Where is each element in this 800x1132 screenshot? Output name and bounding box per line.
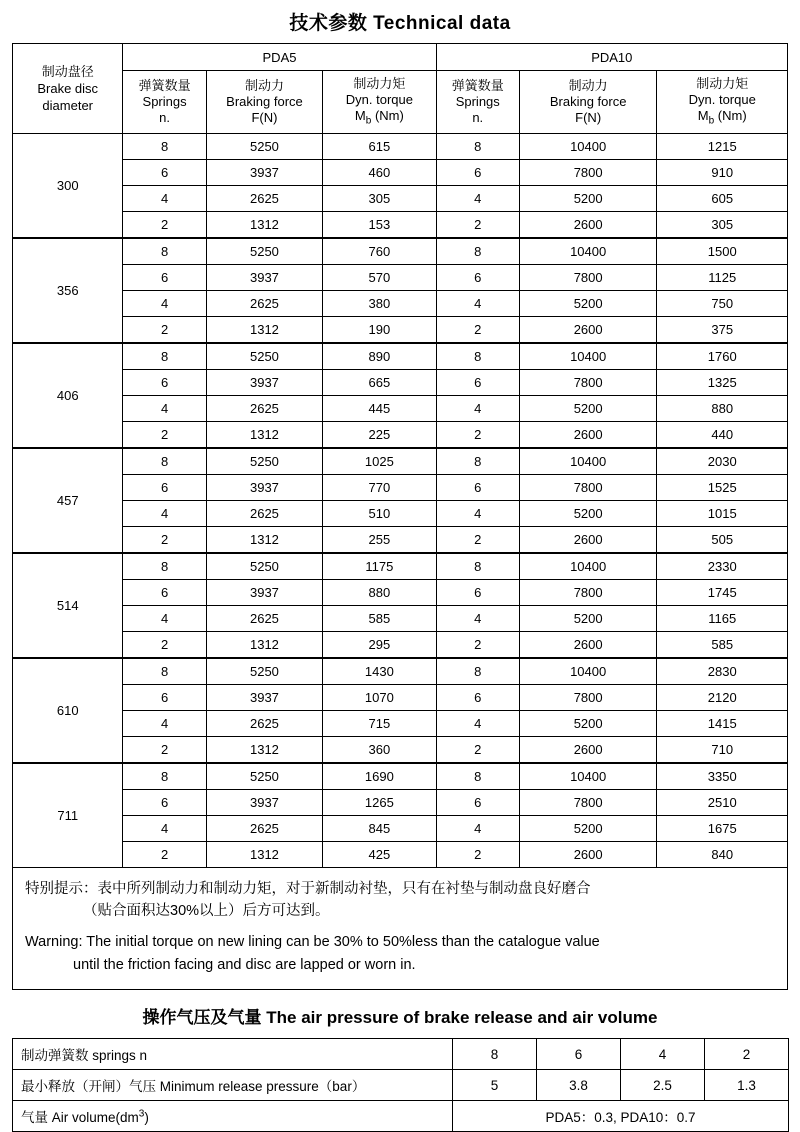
table-row [13, 711, 788, 737]
table-row [13, 317, 788, 344]
header-force-en-2: Braking force [549, 94, 627, 110]
cell-force-pda5: 5250 [206, 343, 322, 370]
cell-torque-pda5: 715 [323, 711, 436, 737]
warning-notes [12, 868, 788, 990]
cell-springs-pda10: 6 [436, 160, 519, 186]
cell-force-pda10: 7800 [519, 580, 657, 606]
header-force-pda10 [519, 71, 657, 134]
header-springs-cn-1: 弹簧数量 [138, 78, 191, 94]
table-row [13, 632, 788, 659]
cell-force-pda10: 7800 [519, 685, 657, 711]
header-springs-pda10 [436, 71, 519, 134]
cell-springs-pda10: 6 [436, 265, 519, 291]
cell-springs-pda5: 6 [123, 790, 206, 816]
cell-force-pda10: 2600 [519, 842, 657, 868]
cell-force-pda5: 3937 [206, 370, 322, 396]
table-row [13, 763, 788, 790]
table-row [13, 396, 788, 422]
cell-springs-pda10: 2 [436, 317, 519, 344]
cell-torque-pda10: 1745 [657, 580, 788, 606]
cell-force-pda10: 10400 [519, 763, 657, 790]
header-force-en-1: Braking force [226, 94, 303, 110]
cell-force-pda10: 2600 [519, 527, 657, 554]
cell-springs-pda10: 2 [436, 842, 519, 868]
air-row-springs [13, 1039, 789, 1070]
cell-torque-pda5: 1175 [323, 553, 436, 580]
cell-torque-pda5: 890 [323, 343, 436, 370]
air-pressure-value-1: 5 [453, 1070, 537, 1101]
cell-force-pda5: 1312 [206, 632, 322, 659]
table-row [13, 160, 788, 186]
cell-torque-pda5: 1265 [323, 790, 436, 816]
diameter-cell: 610 [13, 658, 123, 763]
air-volume-label-post: ) [144, 1110, 149, 1126]
cell-torque-pda5: 305 [323, 186, 436, 212]
cell-springs-pda5: 8 [123, 553, 206, 580]
cell-springs-pda10: 8 [436, 448, 519, 475]
cell-springs-pda5: 4 [123, 291, 206, 317]
header-diameter-line3: diameter [42, 98, 93, 114]
cell-torque-pda10: 910 [657, 160, 788, 186]
air-springs-value-1: 8 [453, 1039, 537, 1070]
cell-springs-pda10: 8 [436, 553, 519, 580]
cell-torque-pda10: 1215 [657, 134, 788, 160]
table-row [13, 527, 788, 554]
table-row [13, 842, 788, 868]
cell-force-pda5: 1312 [206, 422, 322, 449]
cell-torque-pda10: 440 [657, 422, 788, 449]
air-label-springs: 制动弹簧数 springs n [13, 1039, 453, 1070]
cell-torque-pda10: 375 [657, 317, 788, 344]
cell-force-pda10: 10400 [519, 134, 657, 160]
diameter-cell: 457 [13, 448, 123, 553]
table-row [13, 238, 788, 265]
table-row [13, 448, 788, 475]
header-springs-unit-1: n. [159, 109, 170, 125]
header-torque-en-1: Dyn. torque [345, 92, 413, 108]
cell-torque-pda10: 880 [657, 396, 788, 422]
diameter-cell: 711 [13, 763, 123, 868]
table-row [13, 291, 788, 317]
cell-springs-pda5: 8 [123, 448, 206, 475]
header-group-pda10: PDA10 [436, 44, 787, 71]
cell-force-pda5: 5250 [206, 238, 322, 265]
table-header-column-row [13, 71, 788, 134]
cell-torque-pda5: 445 [323, 396, 436, 422]
cell-torque-pda10: 585 [657, 632, 788, 659]
cell-torque-pda5: 880 [323, 580, 436, 606]
table-row [13, 737, 788, 764]
cell-springs-pda5: 4 [123, 396, 206, 422]
cell-force-pda5: 3937 [206, 580, 322, 606]
cell-springs-pda5: 6 [123, 160, 206, 186]
cell-springs-pda5: 6 [123, 370, 206, 396]
table-row [13, 186, 788, 212]
cell-torque-pda5: 1690 [323, 763, 436, 790]
table-row [13, 265, 788, 291]
cell-force-pda10: 2600 [519, 317, 657, 344]
cell-torque-pda10: 1015 [657, 501, 788, 527]
cell-force-pda10: 5200 [519, 816, 657, 842]
header-diameter-line1: 制动盘径 [41, 63, 94, 79]
table-header-group-row [13, 44, 788, 71]
cell-springs-pda10: 8 [436, 238, 519, 265]
cell-torque-pda5: 615 [323, 134, 436, 160]
air-row-pressure [13, 1070, 789, 1101]
cell-force-pda5: 5250 [206, 658, 322, 685]
cell-force-pda10: 7800 [519, 160, 657, 186]
cell-torque-pda10: 750 [657, 291, 788, 317]
cell-springs-pda10: 4 [436, 501, 519, 527]
air-volume-value: PDA5：0.3, PDA10：0.7 [453, 1101, 789, 1132]
cell-springs-pda5: 4 [123, 501, 206, 527]
cell-springs-pda5: 2 [123, 632, 206, 659]
note-cn-line2: （贴合面积达30%以上）后方可达到。 [83, 903, 330, 920]
table-row [13, 212, 788, 239]
cell-torque-pda5: 1070 [323, 685, 436, 711]
air-springs-value-4: 2 [705, 1039, 789, 1070]
cell-torque-pda5: 380 [323, 291, 436, 317]
cell-force-pda5: 1312 [206, 527, 322, 554]
cell-torque-pda5: 1430 [323, 658, 436, 685]
header-force-cn-1: 制动力 [244, 78, 284, 94]
air-pressure-value-3: 2.5 [621, 1070, 705, 1101]
cell-force-pda5: 3937 [206, 265, 322, 291]
header-force-unit-1: F(N) [251, 109, 278, 125]
cell-force-pda10: 5200 [519, 186, 657, 212]
cell-springs-pda5: 8 [123, 343, 206, 370]
header-torque-en-2: Dyn. torque [688, 92, 756, 108]
cell-torque-pda10: 2830 [657, 658, 788, 685]
cell-springs-pda5: 8 [123, 134, 206, 160]
cell-torque-pda10: 1500 [657, 238, 788, 265]
cell-torque-pda10: 1760 [657, 343, 788, 370]
cell-torque-pda10: 1325 [657, 370, 788, 396]
cell-torque-pda10: 3350 [657, 763, 788, 790]
cell-torque-pda5: 760 [323, 238, 436, 265]
cell-torque-pda5: 255 [323, 527, 436, 554]
table-row [13, 343, 788, 370]
cell-springs-pda5: 2 [123, 842, 206, 868]
cell-springs-pda5: 2 [123, 212, 206, 239]
air-pressure-value-2: 3.8 [537, 1070, 621, 1101]
header-diameter [13, 44, 123, 134]
cell-force-pda5: 2625 [206, 711, 322, 737]
cell-springs-pda10: 8 [436, 134, 519, 160]
cell-springs-pda10: 6 [436, 580, 519, 606]
table-row [13, 134, 788, 160]
page-title: 技术参数 Technical data [289, 13, 511, 34]
cell-torque-pda10: 1525 [657, 475, 788, 501]
header-torque-unit-2: $M_b$ (Nm) [697, 107, 747, 127]
header-diameter-line2: Brake disc [37, 80, 99, 96]
cell-force-pda5: 2625 [206, 186, 322, 212]
note-en-line1: Warning: The initial torque on new lining can be 30% to 50%less than the catalogue value [25, 933, 600, 950]
cell-torque-pda10: 605 [657, 186, 788, 212]
cell-springs-pda10: 8 [436, 763, 519, 790]
cell-springs-pda10: 2 [436, 422, 519, 449]
header-force-cn-2: 制动力 [568, 78, 608, 94]
air-label-pressure: 最小释放（开闸）气压 Minimum release pressure（bar） [13, 1070, 453, 1101]
header-torque-pda10 [657, 71, 788, 134]
diameter-cell: 514 [13, 553, 123, 658]
cell-force-pda5: 2625 [206, 291, 322, 317]
cell-torque-pda10: 505 [657, 527, 788, 554]
cell-torque-pda5: 360 [323, 737, 436, 764]
cell-force-pda5: 5250 [206, 763, 322, 790]
cell-torque-pda10: 1125 [657, 265, 788, 291]
air-volume-label-sup: 3 [138, 1108, 145, 1120]
cell-torque-pda5: 295 [323, 632, 436, 659]
cell-springs-pda5: 6 [123, 475, 206, 501]
cell-force-pda5: 3937 [206, 790, 322, 816]
cell-force-pda10: 7800 [519, 790, 657, 816]
cell-force-pda10: 10400 [519, 448, 657, 475]
cell-force-pda5: 3937 [206, 685, 322, 711]
header-torque-cn-1: 制动力矩 [353, 76, 406, 92]
cell-springs-pda10: 8 [436, 343, 519, 370]
cell-force-pda10: 10400 [519, 238, 657, 265]
cell-force-pda10: 5200 [519, 291, 657, 317]
cell-springs-pda10: 4 [436, 711, 519, 737]
header-springs-en-2: Springs [455, 94, 500, 110]
table-row [13, 606, 788, 632]
cell-force-pda5: 2625 [206, 396, 322, 422]
cell-torque-pda10: 1415 [657, 711, 788, 737]
table-row [13, 790, 788, 816]
cell-torque-pda5: 510 [323, 501, 436, 527]
cell-torque-pda5: 570 [323, 265, 436, 291]
diameter-cell: 300 [13, 134, 123, 239]
table-row [13, 501, 788, 527]
cell-springs-pda10: 8 [436, 658, 519, 685]
cell-springs-pda5: 8 [123, 238, 206, 265]
cell-torque-pda10: 2330 [657, 553, 788, 580]
cell-force-pda5: 2625 [206, 606, 322, 632]
cell-torque-pda10: 2120 [657, 685, 788, 711]
air-pressure-value-4: 1.3 [705, 1070, 789, 1101]
cell-force-pda10: 10400 [519, 343, 657, 370]
cell-force-pda5: 1312 [206, 317, 322, 344]
air-section-title: 操作气压及气量 The air pressure of brake release and air volume [142, 1008, 658, 1028]
header-torque-pda5 [323, 71, 436, 134]
cell-force-pda10: 2600 [519, 212, 657, 239]
cell-springs-pda5: 4 [123, 606, 206, 632]
cell-springs-pda5: 2 [123, 317, 206, 344]
cell-springs-pda5: 8 [123, 658, 206, 685]
cell-torque-pda5: 153 [323, 212, 436, 239]
cell-force-pda5: 5250 [206, 553, 322, 580]
cell-springs-pda5: 4 [123, 816, 206, 842]
cell-force-pda10: 2600 [519, 422, 657, 449]
cell-torque-pda5: 665 [323, 370, 436, 396]
note-en-line2: until the friction facing and disc are lapped or worn in. [73, 957, 416, 974]
table-row [13, 685, 788, 711]
cell-force-pda10: 5200 [519, 606, 657, 632]
cell-force-pda10: 5200 [519, 501, 657, 527]
cell-torque-pda5: 1025 [323, 448, 436, 475]
cell-springs-pda10: 2 [436, 737, 519, 764]
header-torque-cn-2: 制动力矩 [696, 76, 749, 92]
table-body [13, 134, 788, 868]
cell-force-pda5: 3937 [206, 160, 322, 186]
cell-torque-pda10: 840 [657, 842, 788, 868]
header-springs-cn-2: 弹簧数量 [451, 78, 504, 94]
cell-torque-pda10: 1675 [657, 816, 788, 842]
cell-force-pda10: 5200 [519, 711, 657, 737]
cell-torque-pda5: 425 [323, 842, 436, 868]
air-springs-value-3: 4 [621, 1039, 705, 1070]
header-group-pda5: PDA5 [123, 44, 436, 71]
cell-force-pda5: 1312 [206, 212, 322, 239]
cell-springs-pda10: 4 [436, 606, 519, 632]
cell-torque-pda10: 1165 [657, 606, 788, 632]
air-volume-label-pre: 气量 Air volume(dm [21, 1110, 139, 1126]
diameter-cell: 356 [13, 238, 123, 343]
air-pressure-table [12, 1038, 789, 1132]
header-torque-unit-1: $M_b$ (Nm) [354, 107, 404, 127]
header-springs-pda5 [123, 71, 206, 134]
cell-springs-pda10: 4 [436, 186, 519, 212]
table-row [13, 553, 788, 580]
table-row [13, 475, 788, 501]
cell-force-pda5: 2625 [206, 501, 322, 527]
air-springs-value-2: 6 [537, 1039, 621, 1070]
cell-torque-pda10: 2510 [657, 790, 788, 816]
header-springs-unit-2: n. [472, 109, 484, 125]
cell-springs-pda5: 6 [123, 685, 206, 711]
table-row [13, 816, 788, 842]
table-row [13, 580, 788, 606]
cell-force-pda10: 2600 [519, 632, 657, 659]
table-row [13, 370, 788, 396]
cell-torque-pda5: 845 [323, 816, 436, 842]
header-springs-en-1: Springs [142, 94, 187, 110]
cell-springs-pda10: 6 [436, 475, 519, 501]
cell-torque-pda5: 585 [323, 606, 436, 632]
cell-force-pda5: 3937 [206, 475, 322, 501]
cell-force-pda5: 1312 [206, 737, 322, 764]
cell-torque-pda5: 190 [323, 317, 436, 344]
cell-torque-pda5: 770 [323, 475, 436, 501]
cell-torque-pda10: 305 [657, 212, 788, 239]
table-row [13, 658, 788, 685]
technical-data-table [12, 43, 788, 868]
cell-force-pda10: 7800 [519, 370, 657, 396]
cell-springs-pda10: 2 [436, 632, 519, 659]
air-label-volume [13, 1101, 453, 1132]
cell-force-pda10: 7800 [519, 475, 657, 501]
diameter-cell: 406 [13, 343, 123, 448]
cell-springs-pda5: 8 [123, 763, 206, 790]
cell-force-pda10: 5200 [519, 396, 657, 422]
cell-force-pda5: 1312 [206, 842, 322, 868]
cell-springs-pda10: 4 [436, 291, 519, 317]
cell-force-pda5: 5250 [206, 134, 322, 160]
cell-springs-pda10: 6 [436, 790, 519, 816]
cell-torque-pda5: 225 [323, 422, 436, 449]
cell-springs-pda10: 2 [436, 527, 519, 554]
cell-torque-pda5: 460 [323, 160, 436, 186]
cell-force-pda5: 5250 [206, 448, 322, 475]
cell-force-pda10: 2600 [519, 737, 657, 764]
header-force-pda5 [206, 71, 322, 134]
cell-springs-pda5: 4 [123, 711, 206, 737]
cell-force-pda5: 2625 [206, 816, 322, 842]
cell-springs-pda10: 6 [436, 370, 519, 396]
cell-torque-pda10: 710 [657, 737, 788, 764]
cell-springs-pda5: 4 [123, 186, 206, 212]
cell-springs-pda10: 4 [436, 816, 519, 842]
cell-springs-pda5: 2 [123, 422, 206, 449]
cell-torque-pda10: 2030 [657, 448, 788, 475]
cell-springs-pda5: 6 [123, 580, 206, 606]
cell-springs-pda5: 2 [123, 527, 206, 554]
header-force-unit-2: F(N) [575, 109, 602, 125]
note-cn-line1: 特别提示：表中所列制动力和制动力矩，对于新制动衬垫，只有在衬垫与制动盘良好磨合 [25, 881, 591, 897]
cell-springs-pda5: 6 [123, 265, 206, 291]
cell-springs-pda10: 6 [436, 685, 519, 711]
cell-springs-pda5: 2 [123, 737, 206, 764]
air-row-volume [13, 1101, 789, 1132]
cell-force-pda10: 10400 [519, 553, 657, 580]
cell-force-pda10: 7800 [519, 265, 657, 291]
cell-springs-pda10: 4 [436, 396, 519, 422]
cell-springs-pda10: 2 [436, 212, 519, 239]
table-row [13, 422, 788, 449]
cell-force-pda10: 10400 [519, 658, 657, 685]
